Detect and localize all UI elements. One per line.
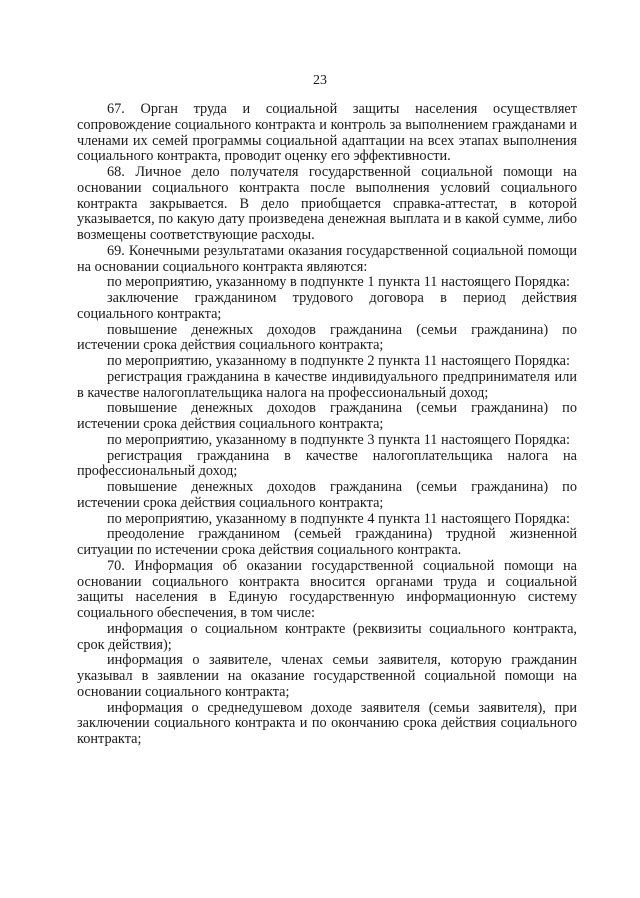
list-item: информация о социальном контракте (реквизиты социального контракта, срок действия);: [77, 620, 577, 653]
list-item: повышение денежных доходов гражданина (семьи гражданина) по истечении срока действия социального контракта;: [77, 321, 577, 354]
list-item: повышение денежных доходов гражданина (семьи гражданина) по истечении срока действия социального контракта;: [77, 479, 577, 511]
list-item: по мероприятию, указанному в подпункте 2 пункта 11 настоящего Порядка:: [107, 353, 570, 369]
list-item: повышение денежных доходов гражданина (семьи гражданина) по истечении срока действия социального контракта;: [77, 400, 577, 432]
list-item: информация о заявителе, членах семьи заявителя, которую гражданин указывал в заявлении на оказание государственной социальной помощи на основании социального контракта;: [77, 652, 577, 700]
list-item: преодоление гражданином (семьей гражданина) трудной жизненной ситуации по истечении срока действия социального контракта.: [77, 526, 577, 558]
paragraph-69: 69. Конечными результатами оказания государственной социальной помощи на основании социального контракта являются:: [77, 242, 577, 275]
list-item: регистрация гражданина в качестве индивидуального предпринимателя или в качестве налогоплательщика налога на профессиональный доход;: [77, 368, 577, 401]
paragraph-70: 70. Информация об оказании государственной социальной помощи на основании социального контракта вносится органами труда и социальной защиты населения в Единую государственную информационную систему социального обеспечения, в том числе:: [77, 557, 577, 621]
list-item: информация о среднедушевом доходе заявителя (семьи заявителя), при заключении социального контракта и по окончанию срока действия социального контракта;: [77, 699, 577, 747]
list-item: по мероприятию, указанному в подпункте 3 пункта 11 настоящего Порядка:: [107, 431, 570, 448]
list-item: заключение гражданином трудового договора в период действия социального контракта;: [77, 290, 577, 322]
page-number: 23: [313, 73, 327, 88]
paragraph-67: 67. Орган труда и социальной защиты населения осуществляет сопровождение социального контракта и контроль за выполнением гражданами и членами их семей программы социальной адаптации на всех этапах выполнения социального контракта, проводит оценку его эффективности.: [77, 101, 577, 165]
list-item: по мероприятию, указанному в подпункте 1 пункта 11 настоящего Порядка:: [107, 274, 570, 291]
document-body: [77, 102, 577, 748]
paragraph-68: 68. Личное дело получателя государственной социальной помощи на основании социального контракта после выполнения условий социального контракта закрывается. В дело приобщается справка-аттестат, в которой указывается, по какую дату произведена денежная выплата и в какой сумме, либо возмещены соответствующие расходы.: [77, 164, 577, 243]
list-item: по мероприятию, указанному в подпункте 4 пункта 11 настоящего Порядка:: [107, 510, 570, 527]
list-item: регистрация гражданина в качестве налогоплательщика налога на профессиональный доход;: [77, 447, 577, 480]
